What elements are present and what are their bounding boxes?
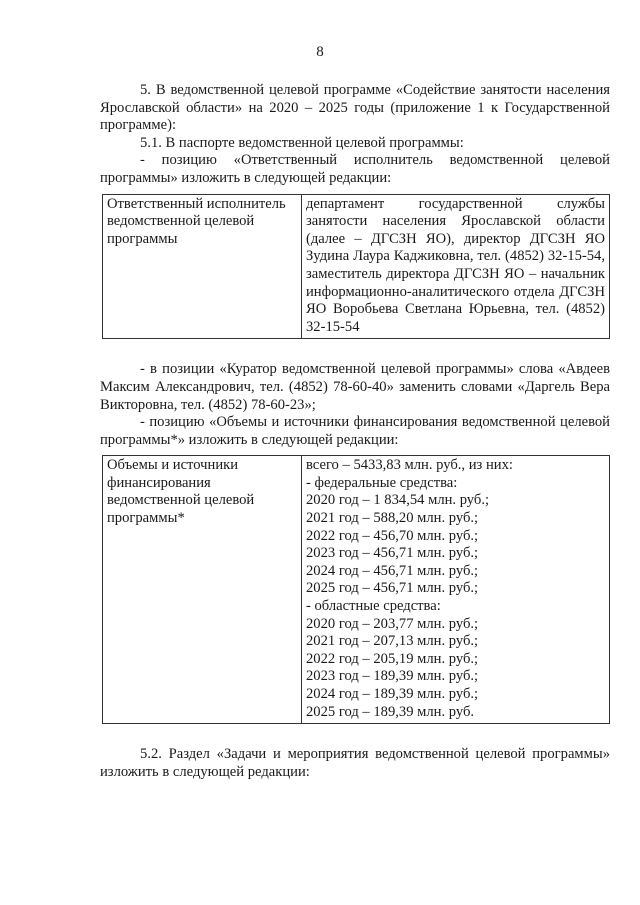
- funding-line: 2022 год – 456,70 млн. руб.;: [306, 527, 479, 544]
- paragraph-funding-position: - позицию «Объемы и источники финансирования ведомственной целевой программы*» изложить в следующей редакции:: [100, 414, 610, 448]
- funding-line: 2021 год – 207,13 млн. руб.;: [306, 633, 479, 650]
- funding-line: 2020 год – 203,77 млн. руб.;: [306, 615, 479, 632]
- paragraph-curator: - в позиции «Куратор ведомственной целевой программы» слова «Авдеев Максим Александрович, тел. (4852) 78-60-40» заменить словами «Даргель Вера Викторовна, тел. (4852) 78-60-23»;: [100, 361, 610, 413]
- funding-line: 2025 год – 456,71 млн. руб.;: [306, 580, 479, 597]
- table-responsible-executor: [102, 194, 610, 340]
- funding-line: 2020 год – 1 834,54 млн. руб.;: [306, 492, 490, 509]
- paragraph-program-intro: 5. В ведомственной целевой программе «Содействие занятости населения Ярославской области» на 2020 – 2025 годы (приложение 1 к Государственной программе):: [100, 82, 610, 134]
- funding-line: 2025 год – 189,39 млн. руб.: [306, 703, 475, 720]
- funding-line: всего – 5433,83 млн. руб., из них:: [306, 457, 513, 474]
- funding-line: 2023 год – 189,39 млн. руб.;: [306, 668, 479, 685]
- funding-line: 2021 год – 588,20 млн. руб.;: [306, 510, 479, 527]
- table-row: [103, 456, 610, 724]
- funding-line: - федеральные средства:: [306, 474, 458, 491]
- table-cell-value: департамент государственной службы занятости населения Ярославской области (далее – ДГСЗН ЯО), директор ДГСЗН ЯО Зудина Лаура Каджиковна, тел. (4852) 32-15-54, заместитель директора ДГСЗН ЯО – начальник информационно-аналитического отдела ДГСЗН ЯО Воробьева Светлана Юрьевна, тел. (4852) 32-15-54: [302, 194, 610, 339]
- table-cell-label: Ответственный исполнитель ведомственной целевой программы: [103, 194, 302, 339]
- funding-line: 2024 год – 189,39 млн. руб.;: [306, 686, 479, 702]
- table-row: [103, 194, 610, 339]
- paragraph-tasks-section: 5.2. Раздел «Задачи и мероприятия ведомственной целевой программы» изложить в следующей редакции:: [100, 746, 610, 780]
- page-number: 8: [316, 44, 324, 60]
- table-cell-label: Объемы и источники финансирования ведомственной целевой программы*: [103, 456, 302, 724]
- table-cell-value: [302, 456, 610, 724]
- funding-line: - областные средства:: [306, 598, 441, 615]
- paragraph-responsible-position: - позицию «Ответственный исполнитель ведомственной целевой программы» изложить в следующей редакции:: [100, 152, 610, 186]
- funding-line: 2024 год – 456,71 млн. руб.;: [306, 562, 479, 579]
- funding-line: 2023 год – 456,71 млн. руб.;: [306, 545, 479, 562]
- document-body: [100, 82, 610, 781]
- table-funding: [102, 455, 610, 724]
- funding-line: 2022 год – 205,19 млн. руб.;: [306, 650, 479, 667]
- paragraph-passport: 5.1. В паспорте ведомственной целевой программы:: [140, 134, 464, 151]
